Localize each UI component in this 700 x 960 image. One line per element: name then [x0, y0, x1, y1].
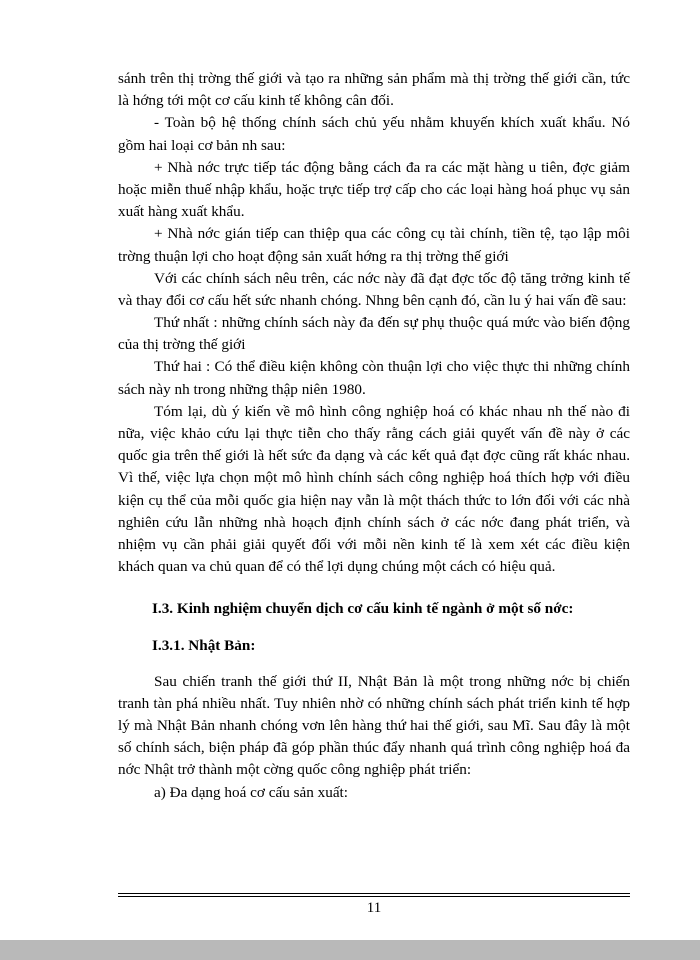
paragraph: + Nhà nớc gián tiếp can thiệp qua các công cụ tài chính, tiền tệ, tạo lập môi trờng thuận lợi cho hoạt động sản xuất hớng ra thị trờng thế giới — [118, 225, 630, 265]
paragraph: sánh trên thị trờng thế giới và tạo ra những sản phẩm mà thị trờng thế giới cần, tức là hớng tới một cơ cấu kinh tế không cân đối. — [118, 70, 630, 110]
paragraph: Tóm lại, dù ý kiến về mô hình công nghiệp hoá có khác nhau nh thế nào đi nữa, việc khảo cứu lại thực tiễn cho thấy rằng cách giải quyết vấn đề này ở các quốc gia trên thế giới là hết sức đa dạng và các kết quả đạt đợc cũng rất khác nhau. Vì thế, việc lựa chọn một mô hình chính sách công nghiệp hoá thích hợp với điều kiện cụ thể của mỗi quốc gia hiện nay vẫn là một thách thức to lớn đối với các nhà nghiên cứu lẫn những nhà hoạch định chính sách ở các nớc đang phát triển, và nhiệm vụ cần phải giải quyết đối với mỗi nền kinh tế là xem xét các điều kiện khách quan va chủ quan để có thể lợi dụng chúng một cách có hiệu quả. — [118, 402, 630, 576]
spacer — [118, 578, 630, 598]
paragraph: Thứ nhất : những chính sách này đa đến sự phụ thuộc quá mức vào biến động của thị trờng thế giới — [118, 314, 630, 354]
divider-line-top — [118, 893, 630, 894]
background-band — [0, 940, 700, 960]
footer-divider — [118, 893, 630, 897]
spacer — [118, 621, 630, 635]
page-number: 11 — [366, 900, 382, 916]
paragraph: Với các chính sách nêu trên, các nớc này đã đạt đợc tốc độ tăng trởng kinh tế và thay đổi cơ cấu hết sức nhanh chóng. Nhng bên cạnh đó, cần lu ý hai vấn đề sau: — [118, 269, 630, 309]
section-heading: I.3. Kinh nghiệm chuyển dịch cơ cấu kinh tế ngành ở một số nớc: — [152, 600, 574, 618]
divider-line-bottom — [118, 896, 630, 897]
paragraph: Sau chiến tranh thế giới thứ II, Nhật Bản là một trong những nớc bị chiến tranh tàn phá nhiều nhất. Tuy nhiên nhờ có những chính sách phát triển kinh tế hợp lý mà Nhật Bản nhanh chóng vơn lên hàng thứ hai thế giới, sau Mĩ. Sau đây là một số chính sách, biện pháp đã góp phần thúc đẩy nhanh quá trình công nghiệp hoá đa nớc Nhật trở thành một cờng quốc công nghiệp phát triển: — [118, 672, 630, 779]
paragraph: - Toàn bộ hệ thống chính sách chủ yếu nhằm khuyến khích xuất khẩu. Nó gồm hai loại cơ bản nh sau: — [118, 114, 630, 154]
page-body — [118, 68, 630, 804]
paragraph: a) Đa dạng hoá cơ cấu sản xuất: — [154, 783, 348, 801]
paragraph: Thứ hai : Có thể điều kiện không còn thuận lợi cho việc thực thi những chính sách này nh trong những thập niên 1980. — [118, 358, 630, 398]
paragraph: + Nhà nớc trực tiếp tác động bằng cách đa ra các mặt hàng u tiên, đợc giảm hoặc miễn thuế nhập khẩu, hoặc trực tiếp trợ cấp cho các loại hàng hoá phục vụ sản xuất hàng xuất khẩu. — [118, 158, 630, 221]
subsection-heading: I.3.1. Nhật Bản: — [152, 636, 256, 654]
spacer — [118, 657, 630, 671]
